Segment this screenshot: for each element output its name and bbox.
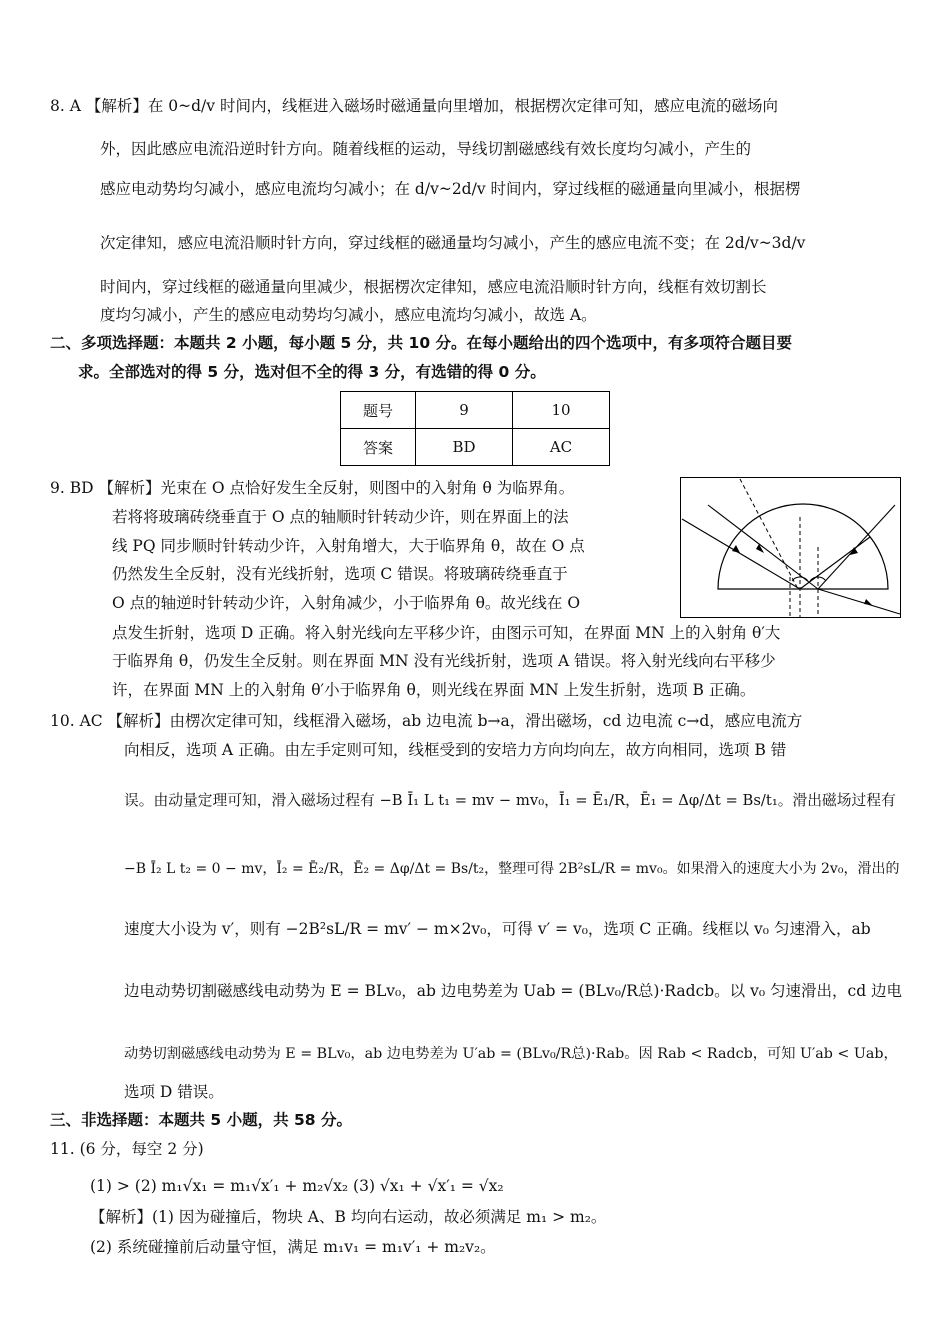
q9-line-1: 9. BD 【解析】光束在 O 点恰好发生全反射，则图中的入射角 θ 为临界角。 bbox=[50, 479, 575, 497]
q8-line-1: 8. A 【解析】在 0~d/v 时间内，线框进入磁场时磁通量向里增加，根据楞次定律可知，感应电流的磁场向 bbox=[50, 97, 778, 115]
q9-line-2: 若将将玻璃砖绕垂直于 O 点的轴顺时针转动少许，则在界面上的法 bbox=[112, 508, 569, 526]
q8-line-3: 感应电动势均匀减小，感应电流均匀减小；在 d/v~2d/v 时间内，穿过线框的磁通量向里减小，根据楞 bbox=[100, 180, 801, 198]
table-cell: 10 bbox=[513, 392, 610, 429]
incident-ray-shifted bbox=[708, 505, 818, 589]
q10-line-3: 误。由动量定理可知，滑入磁场过程有 −B Ī₁ L t₁ = mv − mv₀，Ī₁ = Ē₁/R，Ē₁ = Δφ/Δt = Bs/t₁。滑出磁场过程有 bbox=[124, 792, 896, 809]
glass-brick-diagram bbox=[680, 477, 901, 618]
reflected-ray bbox=[800, 537, 870, 589]
q8-line-5: 时间内，穿过线框的磁通量向里减少，根据楞次定律知，感应电流沿顺时针方向，线框有效切割长 bbox=[100, 278, 767, 296]
q8-line-2: 外，因此感应电流沿逆时针方向。随着线框的运动，导线切割磁感线有效长度均匀减小，产生的 bbox=[100, 140, 752, 158]
semicircle-outline bbox=[718, 504, 888, 589]
q10-line-7: 动势切割磁感线电动势为 E = BLv₀，ab 边电势差为 U′ab = (BLv₀/R总)·Rab。因 Rab < Radcb，可知 U′ab < Uab， bbox=[124, 1046, 898, 1062]
q11-line-1: 11. (6 分，每空 2 分) bbox=[50, 1140, 204, 1158]
table-cell: 9 bbox=[416, 392, 513, 429]
table-cell: 题号 bbox=[341, 392, 416, 429]
q10-line-6: 边电动势切割磁感线电动势为 E = BLv₀，ab 边电势差为 Uab = (BLv₀/R总)·Radcb。以 v₀ 匀速滑出，cd 边电 bbox=[124, 982, 903, 1000]
section-3-heading: 三、非选择题：本题共 5 小题，共 58 分。 bbox=[50, 1111, 352, 1129]
answer-table-answer-row bbox=[341, 429, 610, 466]
q11-analysis-2: (2) 系统碰撞前后动量守恒，满足 m₁v₁ = m₁v′₁ + m₂v₂。 bbox=[90, 1238, 496, 1256]
answer-table-header-row bbox=[341, 392, 610, 429]
q9-line-3: 线 PQ 同步顺时针转动少许，入射角增大，大于临界角 θ，故在 O 点 bbox=[112, 537, 585, 555]
q11-analysis-1: 【解析】(1) 因为碰撞后，物块 A、B 均向右运动，故必须满足 m₁ > m₂。 bbox=[90, 1208, 607, 1226]
section-2-heading-cont: 求。全部选对的得 5 分，选对但不全的得 3 分，有选错的得 0 分。 bbox=[78, 363, 546, 381]
q8-line-4: 次定律知，感应电流沿顺时针方向，穿过线框的磁通量均匀减小，产生的感应电流不变；在 2d/v~3d/v bbox=[100, 234, 806, 252]
q9-line-7: 于临界角 θ，仍发生全反射。则在界面 MN 没有光线折射，选项 A 错误。将入射光线向右平移少 bbox=[112, 652, 776, 670]
arrow-icon bbox=[864, 599, 872, 605]
q9-line-4: 仍然发生全反射，没有光线折射，选项 C 错误。将玻璃砖绕垂直于 bbox=[112, 565, 568, 583]
section-2-heading: 二、多项选择题：本题共 2 小题，每小题 5 分，共 10 分。在每小题给出的四个选项中，有多项符合题目要 bbox=[50, 334, 793, 352]
q9-line-5: O 点的轴逆时针转动少许，入射角减少，小于临界角 θ。故光线在 O bbox=[112, 594, 581, 612]
q11-answers: (1) > (2) m₁√x₁ = m₁√x′₁ + m₂√x₂ (3) √x₁ + √x′₁ = √x₂ bbox=[90, 1177, 504, 1195]
table-cell: BD bbox=[416, 429, 513, 466]
answer-table bbox=[340, 391, 610, 466]
incident-ray bbox=[682, 519, 800, 589]
dashed-normal bbox=[740, 479, 798, 589]
table-cell: 答案 bbox=[341, 429, 416, 466]
q8-line-6: 度均匀减小，产生的感应电动势均匀减小，感应电流均匀减小，故选 A。 bbox=[100, 306, 597, 324]
q10-line-2: 向相反，选项 A 正确。由左手定则可知，线框受到的安培力方向均向左，故方向相同，选项 B 错 bbox=[124, 741, 787, 759]
diagram-frame bbox=[681, 478, 901, 618]
q10-line-8: 选项 D 错误。 bbox=[124, 1083, 224, 1101]
q9-line-8: 许，在界面 MN 上的入射角 θ′小于临界角 θ，则光线在界面 MN 上发生折射，选项 B 正确。 bbox=[112, 681, 756, 699]
table-cell: AC bbox=[513, 429, 610, 466]
refracted-ray bbox=[818, 589, 900, 614]
q10-line-4: −B Ī₂ L t₂ = 0 − mv，Ī₂ = Ē₂/R，Ē₂ = Δφ/Δt = Bs/t₂，整理可得 2B²sL/R = mv₀。如果滑入的速度大小为 2v₀，滑出的 bbox=[124, 861, 900, 877]
q10-line-1: 10. AC 【解析】由楞次定律可知，线框滑入磁场，ab 边电流 b→a，滑出磁场，cd 边电流 c→d，感应电流方 bbox=[50, 712, 803, 730]
q9-line-6: 点发生折射，选项 D 正确。将入射光线向左平移少许，由图示可知，在界面 MN 上的入射角 θ′大 bbox=[112, 624, 781, 642]
reflected-ray-2 bbox=[818, 505, 895, 589]
q10-line-5: 速度大小设为 v′，则有 −2B²sL/R = mv′ − m×2v₀，可得 v′ = v₀，选项 C 正确。线框以 v₀ 匀速滑入，ab bbox=[124, 920, 871, 938]
